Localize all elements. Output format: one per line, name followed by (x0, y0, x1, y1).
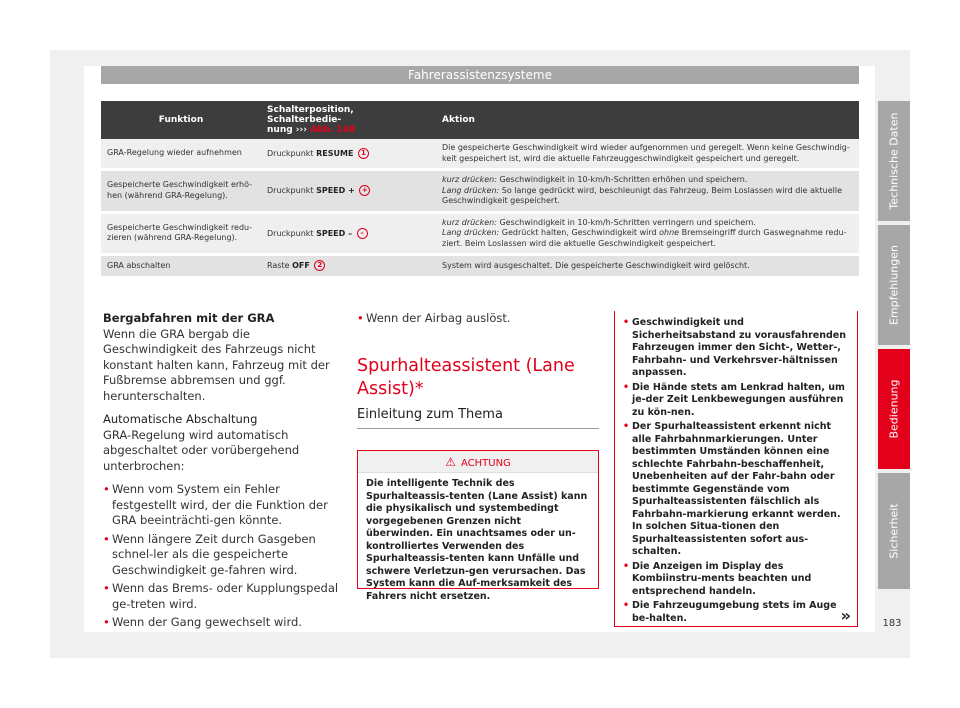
para-bergabfahren: Wenn die GRA bergab die Geschwindigkeit des Fahrzeugs nicht konstant halten kann, Fahrzeug mit der Fußbremse abbremsen und ggf. herunterschalten. (103, 326, 330, 403)
list-item: • Wenn vom System ein Fehler festgestellt wird, der die Funktion der GRA beeinträchti-gen könnte. (103, 482, 343, 529)
header-aktion: Aktion (436, 101, 859, 139)
header-funktion: Funktion (101, 101, 261, 139)
table-row (101, 170, 859, 213)
list-item: • Wenn längere Zeit durch Gasgeben schnel-ler als die gespeicherte Geschwindigkeit ge-fahren wird. (103, 532, 343, 579)
section-title: Spurhalteassistent (Lane Assist)* (357, 355, 575, 399)
marker-2-icon: 2 (314, 260, 325, 271)
function-table (101, 101, 859, 279)
page-number: 183 (882, 618, 902, 629)
list-item: • Wenn der Gang gewechselt wird. (103, 615, 343, 631)
cell-position: Druckpunkt RESUME 1 (261, 139, 436, 170)
section-subtitle: Einleitung zum Thema (357, 407, 599, 430)
cell-funktion: GRA-Regelung wieder aufnehmen (101, 139, 261, 170)
tab-technische-daten[interactable]: Technische Daten (878, 101, 910, 221)
warning-continuation-box (614, 311, 858, 627)
tab-sicherheit[interactable]: Sicherheit (878, 473, 910, 589)
list-item: • Die Anzeigen im Display des Kombiinstru-ments beachten und entsprechend handeln. (623, 561, 849, 599)
list-item: • Die Fahrzeugumgebung stets im Auge be-halten. (623, 600, 849, 625)
list-item: • Die Hände stets am Lenkrad halten, um je-der Zeit Lenkbewegungen ausführen zu kön-nen. (623, 382, 849, 420)
cell-funktion: GRA abschalten (101, 255, 261, 278)
figure-link[interactable]: Abb. 148 (310, 125, 356, 135)
list-item: • Wenn das Brems- oder Kupplungspedal ge-treten wird. (103, 581, 343, 612)
continue-arrow-icon: » (840, 605, 851, 625)
list-item: • Geschwindigkeit und Sicherheitsabstand zu vorausfahrenden Fahrzeugen immer den Sicht-, Wetter-, Fahrbahn- und Verkehrsver-hältnissen anpassen. (623, 317, 849, 380)
warning-triangle-icon: ⚠ (445, 455, 456, 469)
marker-1-icon: 1 (358, 148, 369, 159)
marker-minus-icon: – (357, 228, 368, 239)
cell-aktion: kurz drücken: Geschwindigkeit in 10-km/h-Schritten verringern und speichern. Lang drücken: Gedrückt halten, Geschwindigkeit wird ohne Bremseingriff durch Gaswegnahme redu-ziert. Beim Loslassen wird die aktuelle Geschwindigkeit gespeichert. (436, 212, 859, 255)
para-abschaltung: GRA-Regelung wird automatisch abgeschaltet oder vorübergehend unterbrochen: (103, 427, 300, 473)
cell-position: Raste OFF 2 (261, 255, 436, 278)
marker-plus-icon: + (359, 185, 370, 196)
tab-empfehlungen[interactable]: Empfehlungen (878, 225, 910, 345)
warning-header: ⚠ ACHTUNG (358, 451, 598, 473)
table-row (101, 139, 859, 170)
list-item: • Der Spurhalteassistent erkennt nicht alle Fahrbahnmarkierungen. Unter bestimmten Umständen können eine schlechte Fahrbahn-beschaffenheit, Unebenheiten auf der Fahr-bahn oder bestimmte Gegenstände vom Spurhalteassistenten fälschlich als Fahrbahn-markierung erkannt werden. In solchen Situa-tionen den Spurhalteassistenten sofort aus-schalten. (623, 421, 849, 559)
heading-bergabfahren: Bergabfahren mit der GRA (103, 311, 275, 325)
cell-aktion: System wird ausgeschaltet. Die gespeicherte Geschwindigkeit wird gelöscht. (436, 255, 859, 278)
table-row (101, 212, 859, 255)
cell-aktion: kurz drücken: Geschwindigkeit in 10-km/h-Schritten erhöhen und speichern. Lang drücken: So lange gedrückt wird, beschleunigt das Fahrzeug. Beim Loslassen wird die aktuelle Geschwindigkeit gespeichert. (436, 170, 859, 213)
warning-box (357, 450, 599, 602)
cell-position: Druckpunkt SPEED – – (261, 212, 436, 255)
cell-aktion: Die gespeicherte Geschwindigkeit wird wieder aufgenommen und geregelt. Wenn keine Geschwindig-keit gespeichert ist, wird die aktuelle Fahrzeuggeschwindigkeit gespeichert und geregelt. (436, 139, 859, 170)
table-row (101, 255, 859, 278)
left-column (103, 311, 343, 634)
section-header: Fahrerassistenzsysteme (101, 66, 859, 84)
cell-position: Druckpunkt SPEED + + (261, 170, 436, 213)
abschaltung-list (103, 482, 343, 631)
list-item: • Wenn der Airbag auslöst. (357, 311, 599, 327)
middle-column (357, 311, 599, 429)
warning-text: Die intelligente Technik des Spurhalteassis-tenten (Lane Assist) kann die physikalisch und systembedingt vorgegebenen Grenzen nicht überwinden. Ein unachtsames oder un-kontrolliertes Verwenden des Spurhalteassis-tenten kann Unfälle und schwere Verletzun-gen verursachen. Das System kann die Auf-merksamkeit des Fahrers nicht ersetzen. (366, 478, 588, 602)
heading-abschaltung: Automatische Abschaltung (103, 412, 258, 426)
cell-funktion: Gespeicherte Geschwindigkeit erhö-hen (während GRA-Regelung). (101, 170, 261, 213)
cell-funktion: Gespeicherte Geschwindigkeit redu-zieren (während GRA-Regelung). (101, 212, 261, 255)
tab-bedienung[interactable]: Bedienung (878, 349, 910, 469)
header-schalterposition: Schalterposition, Schalterbedie- nung ››› Abb. 148 (261, 101, 436, 139)
table-header-row (101, 101, 859, 139)
